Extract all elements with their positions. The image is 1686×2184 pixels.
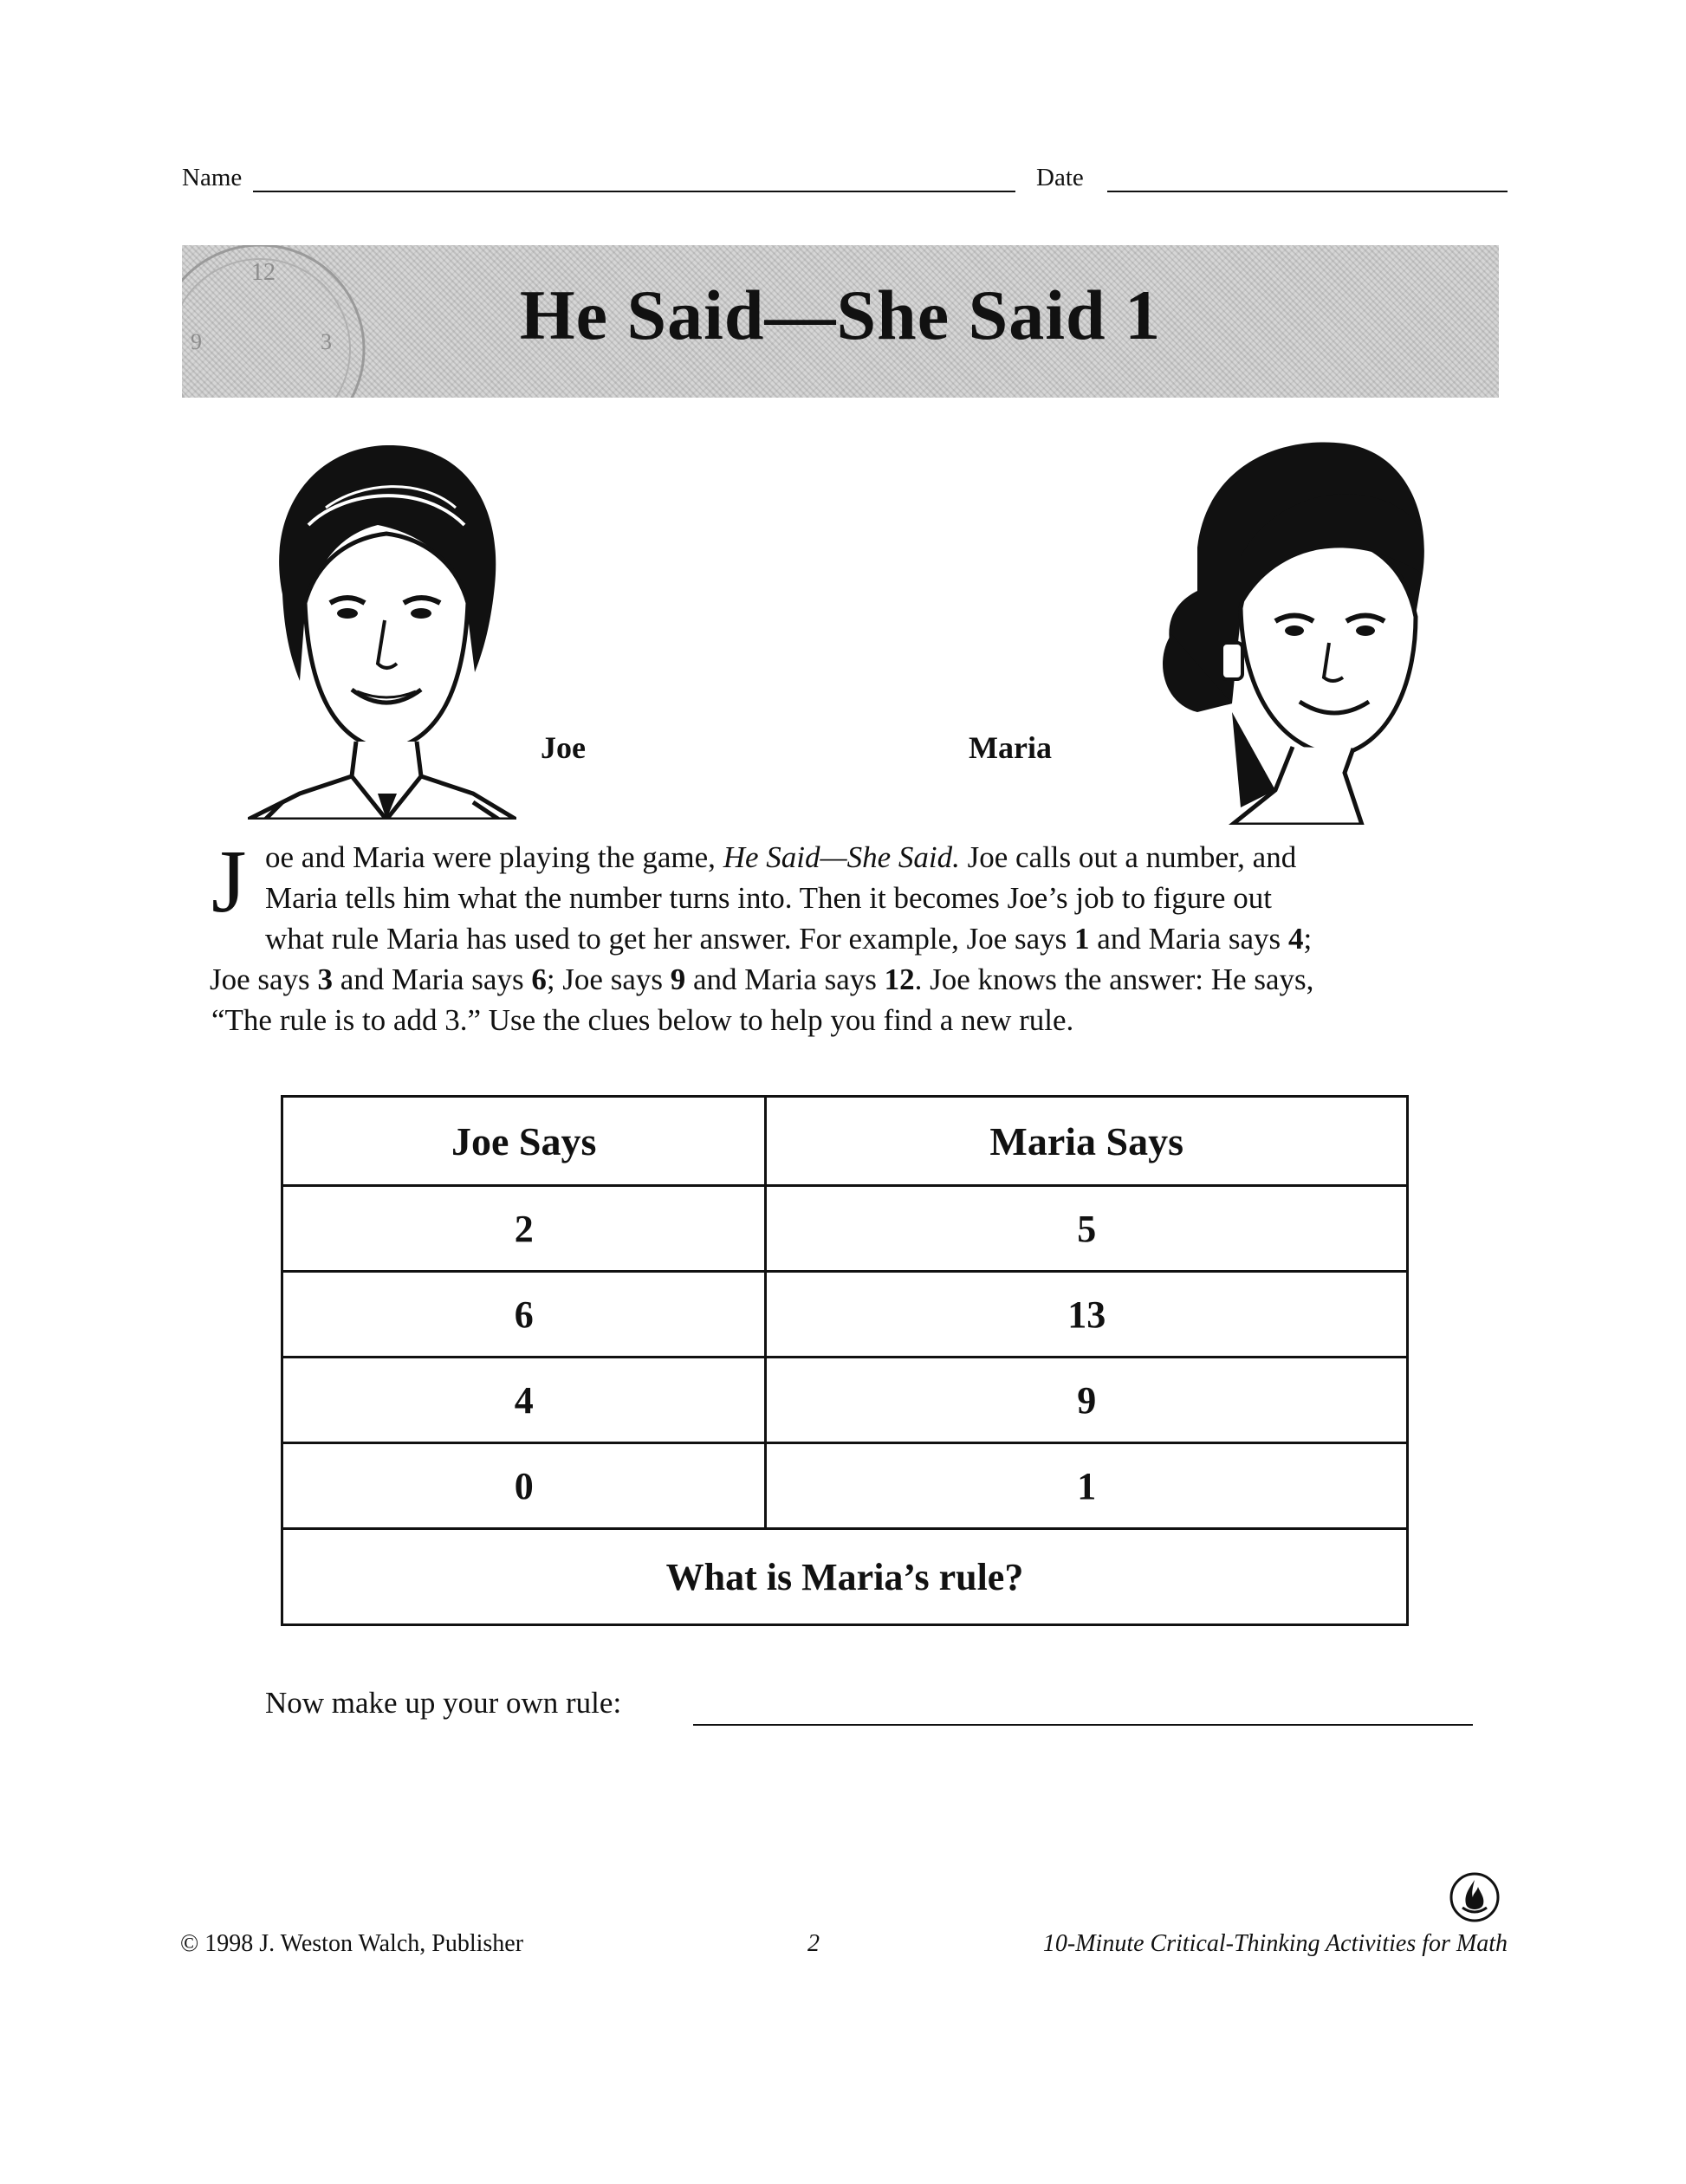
rule-question: What is Maria’s rule?	[282, 1529, 1408, 1625]
svg-text:3: 3	[321, 329, 332, 354]
name-date-row	[182, 163, 1508, 198]
drop-cap: J	[211, 832, 247, 931]
paragraph-line	[211, 837, 1485, 878]
svg-text:9: 9	[191, 329, 202, 354]
paragraph-text: Joe calls out a number, and	[967, 840, 1297, 874]
example-number: 9	[670, 962, 686, 996]
intro-paragraph	[210, 832, 1485, 1040]
maria-value-cell: 13	[766, 1272, 1408, 1358]
paragraph-line	[210, 959, 1485, 1000]
own-rule-label: Now make up your own rule:	[265, 1686, 622, 1720]
game-title-italic: He Said—She Said.	[723, 840, 960, 874]
example-number: 3	[317, 962, 333, 996]
maria-value-cell: 9	[766, 1358, 1408, 1443]
page-title: He Said—She Said 1	[519, 275, 1162, 354]
maria-value-cell: 5	[766, 1186, 1408, 1272]
example-number: 4	[1287, 922, 1304, 956]
publisher-flame-logo-icon	[1449, 1871, 1501, 1923]
question-row	[282, 1529, 1408, 1625]
paragraph-text: ; Joe says	[546, 962, 663, 996]
joe-value-cell: 4	[282, 1358, 766, 1443]
table-row	[282, 1272, 1408, 1358]
example-number: 6	[531, 962, 547, 996]
own-rule-answer-line[interactable]	[693, 1724, 1473, 1726]
date-label: Date	[1036, 164, 1084, 191]
title-banner	[182, 245, 1499, 398]
paragraph-text: oe and Maria were playing the game,	[265, 840, 716, 874]
joe-value-cell: 2	[282, 1186, 766, 1272]
date-field[interactable]	[1107, 191, 1508, 192]
paragraph-text: and Maria says	[1097, 922, 1281, 956]
name-field[interactable]	[253, 191, 1015, 192]
paragraph-line: Maria tells him what the number turns into. Then it becomes Joe’s job to figure out	[265, 881, 1272, 915]
joe-name-label: Joe	[541, 730, 586, 765]
paragraph-text: . Joe knows the answer: He says,	[914, 962, 1314, 996]
maria-portrait-icon	[1145, 426, 1431, 825]
joe-says-header: Joe Says	[282, 1097, 766, 1186]
joe-value-cell: 0	[282, 1443, 766, 1529]
rules-table	[281, 1095, 1409, 1626]
paragraph-line	[211, 918, 1485, 959]
paragraph-text: and Maria says	[692, 962, 877, 996]
maria-says-header: Maria Says	[766, 1097, 1408, 1186]
page-number: 2	[807, 1930, 820, 1957]
book-title: 10-Minute Critical-Thinking Activities for Math	[1042, 1930, 1508, 1957]
svg-text:12: 12	[251, 259, 276, 286]
table-header-row	[282, 1097, 1408, 1186]
copyright-text: © 1998 J. Weston Walch, Publisher	[180, 1930, 524, 1957]
joe-portrait-icon	[248, 430, 516, 820]
example-number: 1	[1074, 922, 1090, 956]
table-row	[282, 1358, 1408, 1443]
paragraph-text: and Maria says	[340, 962, 524, 996]
table-row	[282, 1186, 1408, 1272]
maria-value-cell: 1	[766, 1443, 1408, 1529]
example-number: 12	[884, 962, 915, 996]
name-label: Name	[182, 164, 243, 191]
maria-name-label: Maria	[969, 730, 1052, 765]
table-row	[282, 1443, 1408, 1529]
paragraph-line: “The rule is to add 3.” Use the clues below to help you find a new rule.	[211, 1003, 1074, 1037]
paragraph-text: what rule Maria has used to get her answer. For example, Joe says	[265, 922, 1067, 956]
paragraph-text: Joe says	[210, 962, 310, 996]
paragraph-text: ;	[1303, 922, 1313, 956]
joe-value-cell: 6	[282, 1272, 766, 1358]
